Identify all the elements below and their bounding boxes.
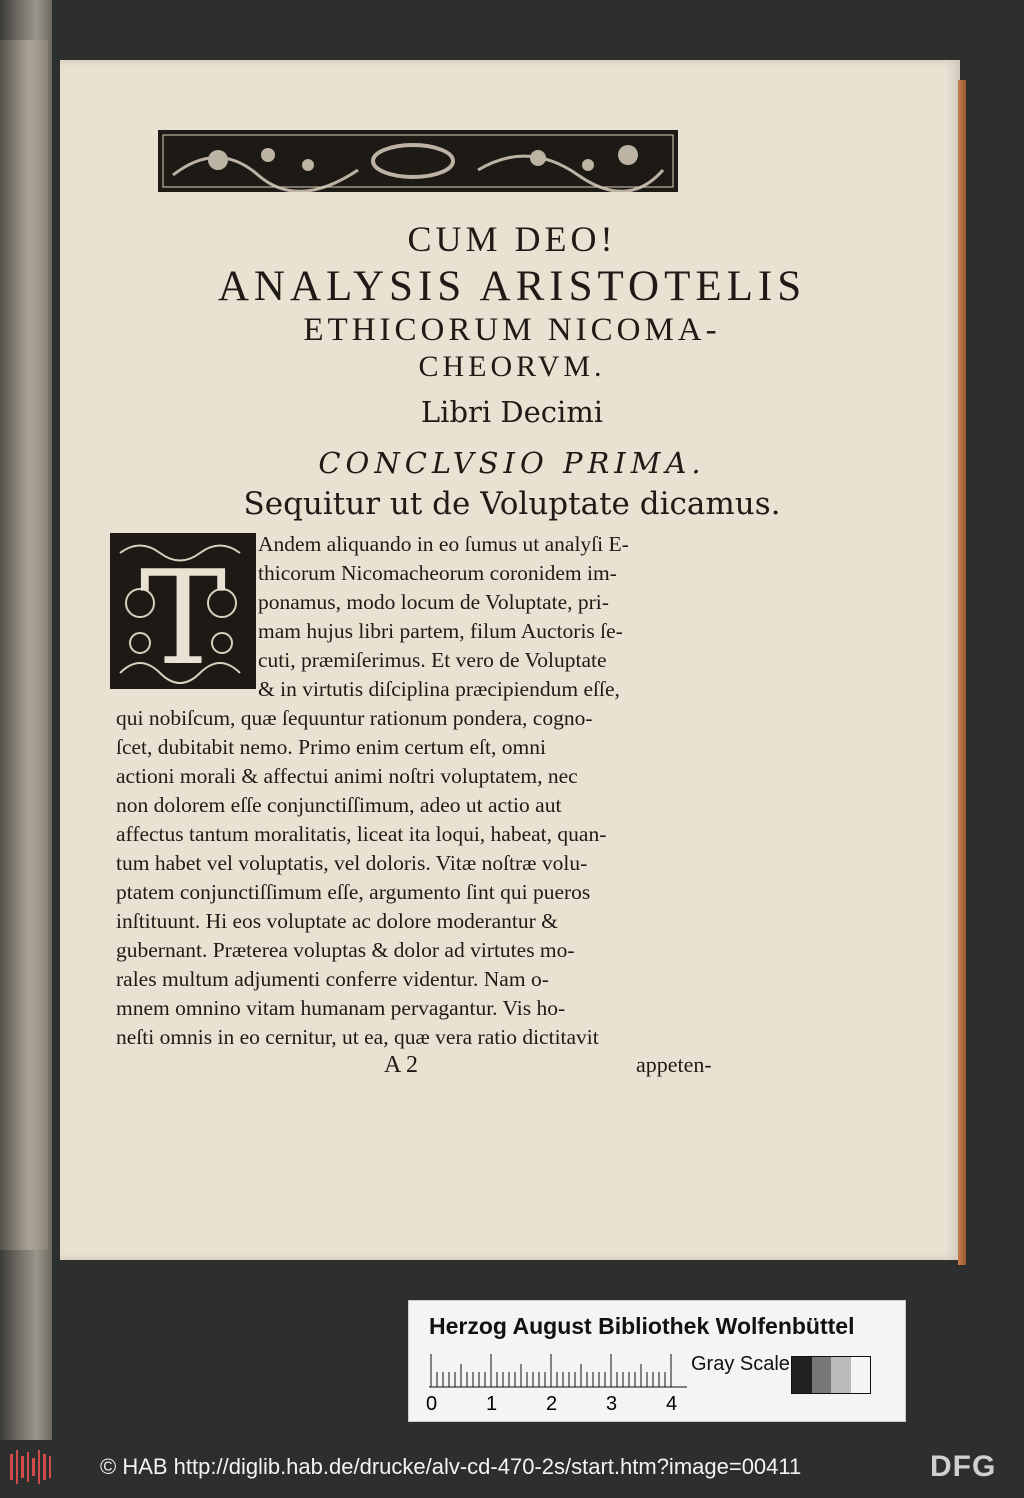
text-line: ſcet, dubitabit nemo. Primo enim certum eſt, omni bbox=[116, 735, 546, 759]
heading-libri: Libri Decimi bbox=[420, 395, 604, 429]
text-line: mnem omnino vitam humanam pervagantur. Vis ho- bbox=[116, 996, 566, 1020]
color-target bbox=[408, 1300, 906, 1422]
headpiece-ornament bbox=[158, 130, 678, 192]
heading-sequitur: Sequitur ut de Voluptate dicamus. bbox=[243, 486, 781, 522]
text-line: qui nobiſcum, quæ ſequuntur rationum pondera, cogno- bbox=[116, 706, 593, 730]
heading-conclusio: CONCLVSIO PRIMA. bbox=[318, 446, 706, 480]
heading-cum-deo: CUM DEO! bbox=[407, 219, 617, 259]
text-line: affectus tantum moralitatis, liceat ita loqui, habeat, quan- bbox=[116, 822, 607, 846]
gray-scale-swatch bbox=[791, 1356, 871, 1394]
target-title: Herzog August Bibliothek Wolfenbüttel bbox=[429, 1313, 855, 1339]
text-line: thicorum Nicomacheorum coronidem im- bbox=[258, 561, 617, 585]
signature-mark: A 2 bbox=[384, 1052, 419, 1078]
text-line: non dolorem eſſe conjunctiſſimum, adeo ut actio aut bbox=[116, 793, 562, 817]
ruler-number: 4 bbox=[666, 1393, 678, 1415]
ruler-number: 3 bbox=[606, 1393, 618, 1415]
ruler-number: 2 bbox=[546, 1393, 558, 1415]
text-line: & in virtutis diſciplina præcipiendum eſſe, bbox=[258, 677, 620, 701]
text-line: gubernant. Præterea voluptas & dolor ad virtutes mo- bbox=[116, 938, 575, 962]
decorated-initial bbox=[110, 533, 256, 689]
previous-page-strip bbox=[0, 0, 52, 1440]
text-line: ptatem conjunctiſſimum eſſe, argumento ſint qui pueros bbox=[116, 880, 591, 904]
heading-subtitle-2: CHEORVM. bbox=[418, 350, 606, 383]
svg-text:T: T bbox=[139, 542, 227, 689]
text-line: tum habet vel voluptatis, vel doloris. Vitæ noſtræ volu- bbox=[116, 851, 588, 875]
catchword: appeten- bbox=[636, 1052, 712, 1077]
gray-scale-label: Gray Scale bbox=[691, 1353, 790, 1375]
text-line: cuti, præmiſerimus. Et vero de Voluptate bbox=[258, 648, 607, 672]
dfg-logo: DFG bbox=[930, 1450, 997, 1483]
text-line: mam hujus libri partem, filum Auctoris ſe- bbox=[258, 619, 623, 643]
heading-subtitle-1: ETHICORUM NICOMA- bbox=[303, 312, 721, 348]
text-line: inſtituunt. Hi eos voluptate ac dolore moderantur & bbox=[116, 909, 558, 933]
barcode-icon bbox=[10, 1450, 54, 1484]
heading-title: ANALYSIS ARISTOTELIS bbox=[217, 263, 807, 310]
ruler-number: 0 bbox=[426, 1393, 438, 1415]
text-line: rales multum adjumenti conferre videntur. Nam o- bbox=[116, 967, 549, 991]
ruler-scale bbox=[429, 1354, 687, 1388]
copyright-url[interactable]: © HAB http://diglib.hab.de/drucke/alv-cd-470-2s/start.htm?image=00411 bbox=[100, 1454, 802, 1479]
footer-bar bbox=[0, 1440, 1024, 1498]
text-line: actioni morali & affectui animi noſtri voluptatem, nec bbox=[116, 764, 578, 788]
text-line: neſti omnis in eo cernitur, ut ea, quæ vera ratio dictitavit bbox=[116, 1025, 599, 1049]
text-line: Andem aliquando in eo ſumus ut analyſi E- bbox=[258, 532, 629, 556]
ruler-number: 1 bbox=[486, 1393, 498, 1415]
ruler-numbers bbox=[424, 1393, 724, 1421]
text-line: ponamus, modo locum de Voluptate, pri- bbox=[258, 590, 609, 614]
